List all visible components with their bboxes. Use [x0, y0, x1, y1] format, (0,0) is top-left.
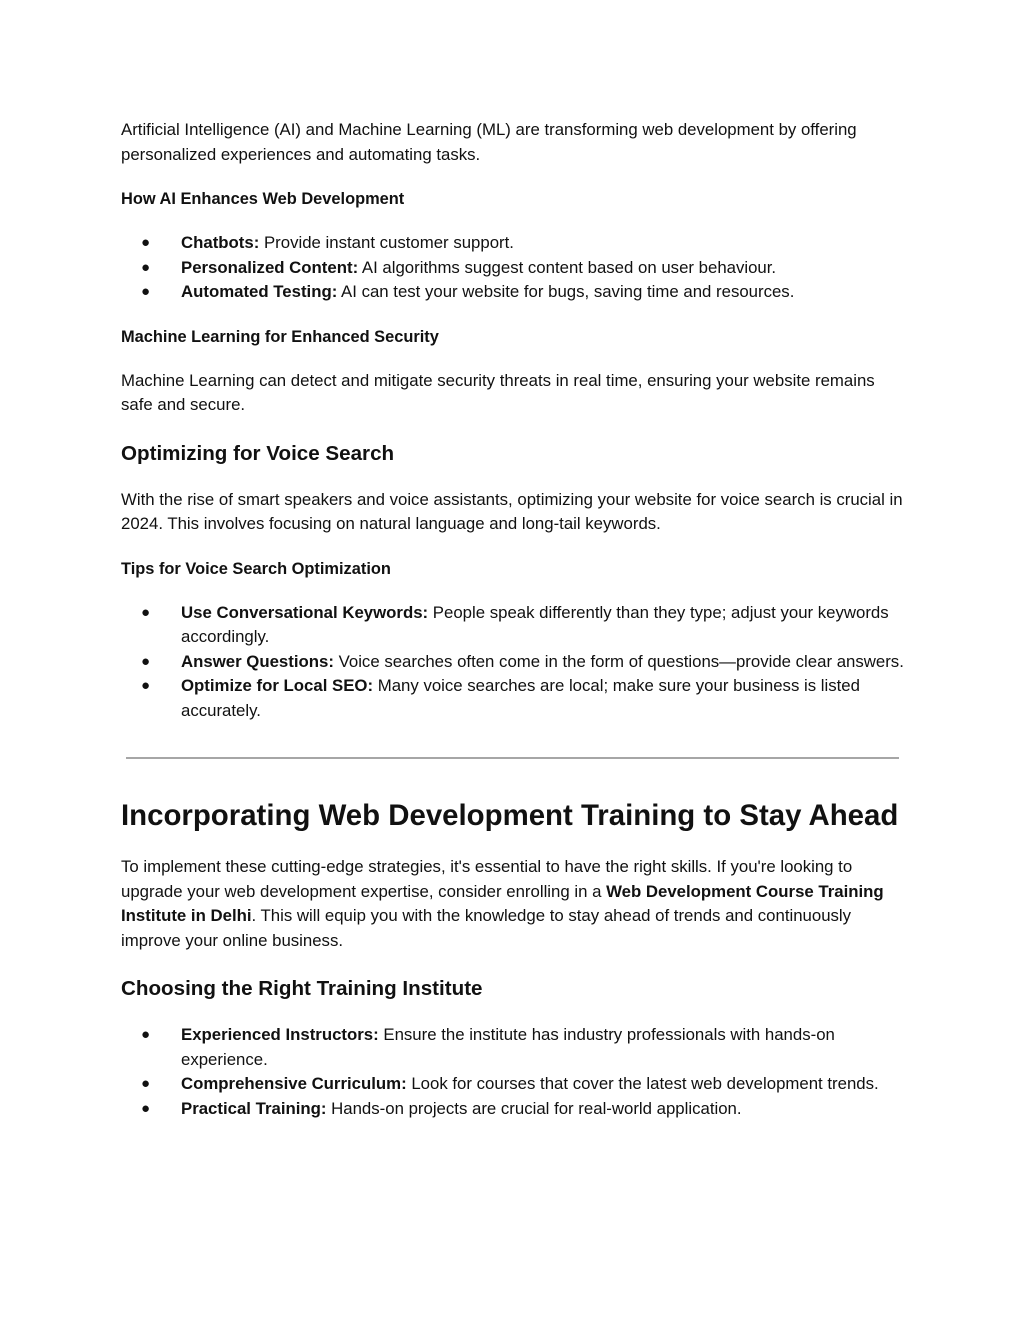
list-item: [121, 1097, 905, 1122]
ml-section-heading: Machine Learning for Enhanced Security: [121, 327, 439, 346]
list-item-label: Practical Training:: [181, 1098, 327, 1118]
list-item-label: Personalized Content:: [181, 257, 359, 277]
list-item-text: People speak differently than they type; adjust your keywords accordingly.: [181, 602, 889, 646]
ml-paragraph: Machine Learning can detect and mitigate security threats in real time, ensuring your website remains safe and secure.: [121, 370, 875, 414]
training-institute-link-text: Web Development Course Training Institute in Delhi: [121, 881, 884, 925]
list-item: [121, 674, 905, 723]
intro-paragraph: Artificial Intelligence (AI) and Machine Learning (ML) are transforming web development by offering personalized experiences and automating tasks.: [121, 120, 857, 164]
list-item: [121, 1072, 905, 1097]
voice-tips-heading: Tips for Voice Search Optimization: [121, 559, 391, 578]
list-item-label: Comprehensive Curriculum:: [181, 1074, 407, 1093]
bullet-icon: ●: [141, 1099, 151, 1117]
voice-section-heading: Optimizing for Voice Search: [121, 441, 395, 465]
training-text-after: . This will equip you with the knowledge to stay ahead of trends and continuously improve your online business.: [121, 906, 852, 950]
ai-feature-list: [121, 231, 905, 305]
list-item: [121, 650, 905, 675]
list-item-label: Use Conversational Keywords:: [181, 602, 429, 622]
list-item-label: Experienced Instructors:: [181, 1025, 379, 1044]
institute-section-heading: Choosing the Right Training Institute: [121, 977, 483, 1000]
bullet-icon: ●: [141, 258, 151, 276]
training-text-before: To implement these cutting-edge strategies, it's essential to have the right skills. If you're looking to upgrade your web development expertise, consider enrolling in a: [121, 857, 853, 901]
training-paragraph: [121, 855, 905, 953]
list-item: [121, 256, 905, 281]
list-item-label: Automated Testing:: [181, 282, 338, 301]
list-item: [121, 231, 905, 256]
list-item-text: AI algorithms suggest content based on user behaviour.: [358, 257, 777, 277]
list-item-label: Optimize for Local SEO:: [181, 676, 374, 695]
list-item-label: Answer Questions:: [181, 651, 334, 671]
voice-paragraph: With the rise of smart speakers and voice assistants, optimizing your website for voice search is crucial in 2024. This involves focusing on natural language and long-tail keywords.: [121, 489, 903, 533]
list-item-text: Many voice searches are local; make sure your business is listed accurately.: [181, 676, 860, 720]
ai-section-heading: How AI Enhances Web Development: [121, 190, 405, 208]
list-item: [121, 280, 905, 305]
list-item-text: Ensure the institute has industry professionals with hands-on experience.: [181, 1025, 835, 1069]
horizontal-divider: [126, 757, 899, 759]
bullet-icon: ●: [141, 603, 151, 621]
list-item-text: Provide instant customer support.: [259, 233, 514, 252]
list-item: [121, 601, 905, 650]
list-item: [121, 1023, 905, 1072]
bullet-icon: ●: [141, 1075, 151, 1092]
institute-criteria-list: [121, 1023, 905, 1121]
bullet-icon: ●: [141, 1026, 151, 1043]
list-item-text: AI can test your website for bugs, saving time and resources.: [337, 282, 795, 301]
list-item-text: Hands-on projects are crucial for real-world application.: [326, 1098, 742, 1118]
bullet-icon: ●: [141, 234, 151, 251]
voice-tips-list: [121, 601, 905, 724]
list-item-text: Voice searches often come in the form of questions—provide clear answers.: [333, 651, 904, 671]
list-item-label: Chatbots:: [181, 233, 260, 252]
divider-wrapper: [121, 757, 905, 759]
list-item-text: Look for courses that cover the latest web development trends.: [406, 1074, 879, 1093]
bullet-icon: ●: [141, 283, 151, 300]
document-page: [121, 118, 905, 1121]
training-section-heading: Incorporating Web Development Training to Stay Ahead: [121, 799, 899, 832]
bullet-icon: ●: [141, 677, 151, 694]
bullet-icon: ●: [141, 652, 151, 670]
